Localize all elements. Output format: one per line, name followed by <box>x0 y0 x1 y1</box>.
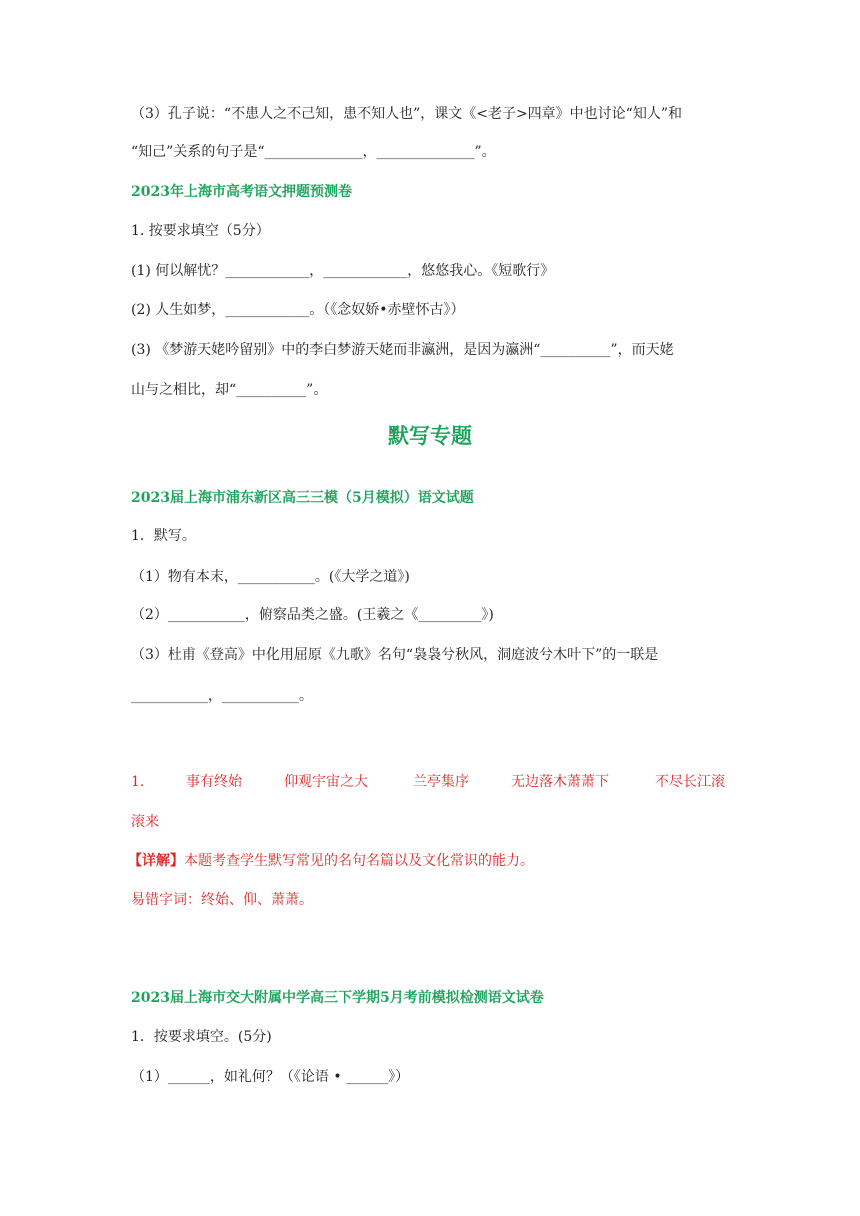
error-words-line: 易错字词：终始、仰、萧萧。 <box>131 892 313 908</box>
text-line-8: 1．默写。 <box>131 528 196 544</box>
answer-3: 兰亭集序 <box>413 774 469 790</box>
section-heading-3: 2023届上海市交大附属中学高三下学期5月考前模拟检测语文试卷 <box>131 990 544 1006</box>
answer-5-continued: 滚来 <box>131 814 159 830</box>
text-line-13: 1．按要求填空。(5分) <box>131 1029 272 1045</box>
answer-4: 无边落木萧萧下 <box>511 774 609 790</box>
text-line-2: “知己”关系的句子是“______________，______________”。 <box>131 144 496 160</box>
detail-text: 本题考查学生默写常见的名句名篇以及文化常识的能力。 <box>184 853 534 869</box>
text-line-3: 1. 按要求填空（5分） <box>131 223 270 239</box>
detail-label: 【详解】 <box>128 853 184 869</box>
text-line-1: （3）孔子说：“不患人之不己知，患不知人也”，课文《<老子>四章》中也讨论“知人”和 <box>131 106 682 122</box>
section-heading-1: 2023年上海市高考语文押题预测卷 <box>131 184 352 200</box>
text-line-6: (3) 《梦游天姥吟留别》中的李白梦游天姥而非瀛洲，是因为瀛洲“__________”，而天姥 <box>131 342 674 358</box>
text-line-4: (1) 何以解忧？____________，____________，悠悠我心。《短歌行》 <box>131 263 555 279</box>
text-line-5: (2) 人生如梦，____________。（《念奴娇•赤壁怀古》） <box>131 302 465 318</box>
text-line-11: （3）杜甫《登高》中化用屈原《九歌》名句“袅袅兮秋风，洞庭波兮木叶下”的一联是 <box>131 647 659 663</box>
text-line-12: ___________，___________。 <box>131 688 313 704</box>
text-line-9: （1）物有本末，___________。(《大学之道》) <box>131 569 410 585</box>
text-line-7: 山与之相比，却“__________”。 <box>131 382 328 398</box>
answer-1: 事有终始 <box>186 774 242 790</box>
text-line-10: （2）___________，俯察品类之盛。(王羲之《_________》) <box>131 607 494 623</box>
detail-line <box>128 851 534 871</box>
text-line-14: （1）______，如礼何？（《论语 • ______》） <box>131 1069 410 1085</box>
section-heading-2: 2023届上海市浦东新区高三三模（5月模拟）语文试题 <box>131 490 474 506</box>
answer-5: 不尽长江滚 <box>655 774 725 790</box>
answer-2: 仰观宇宙之大 <box>284 774 368 790</box>
answer-number: 1. <box>131 774 145 790</box>
page-title: 默写专题 <box>388 424 472 448</box>
